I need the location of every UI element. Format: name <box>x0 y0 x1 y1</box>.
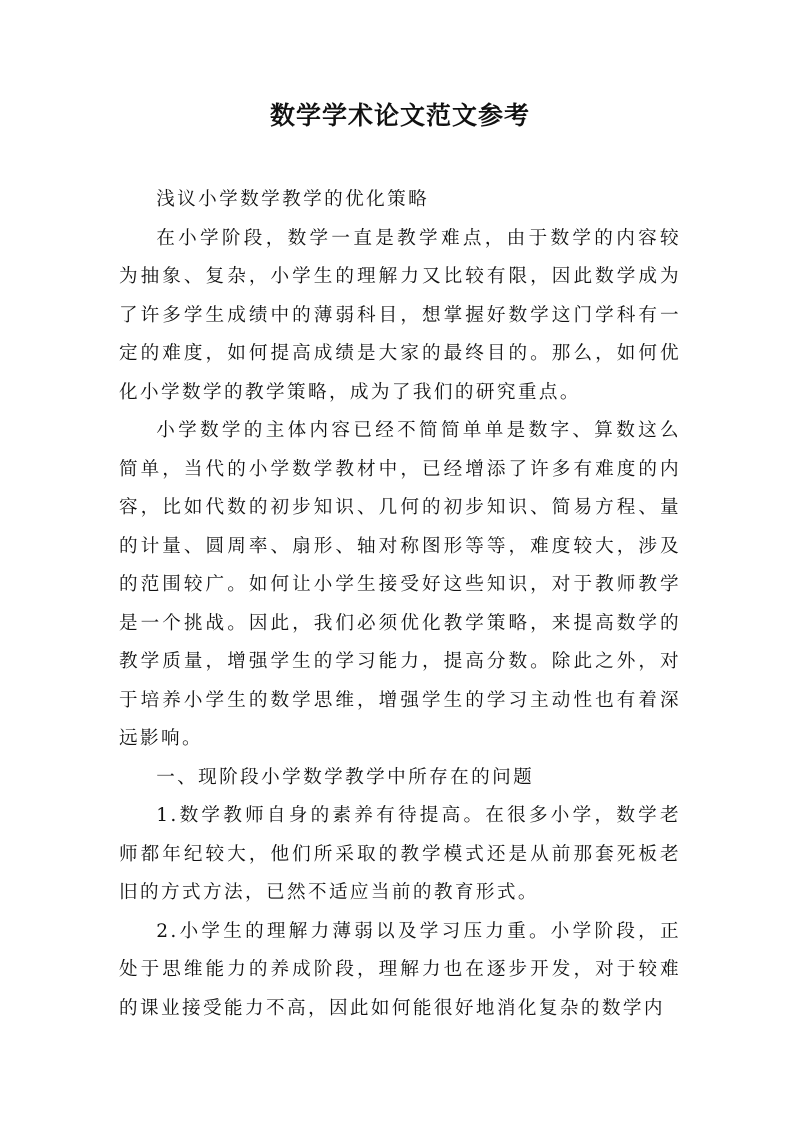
section-heading: 一、现阶段小学数学教学中所存在的问题 <box>156 766 535 788</box>
list-item: 1.数学教师自身的素养有待提高。在很多小学，数学老师都年纪较大，他们所采取的教学模式还是从前那套死板老旧的方式方法，已然不适应当前的教育形式。 <box>119 805 681 903</box>
article-subtitle: 浅议小学数学教学的优化策略 <box>156 189 430 210</box>
paragraph: 在小学阶段，数学一直是教学难点，由于数学的内容较为抽象、复杂，小学生的理解力又比较有限，因此数学成为了许多学生成绩中的薄弱科目，想掌握好数学这门学科有一定的难度，如何提高成绩是大家的最终目的。那么，如何优化小学数学的教学策略，成为了我们的研究重点。 <box>119 227 681 403</box>
paragraph: 小学数学的主体内容已经不简简单单是数字、算数这么简单，当代的小学数学教材中，已经增添了许多有难度的内容，比如代数的初步知识、几何的初步知识、简易方程、量的计量、圆周率、扇形、轴对称图形等等，难度较大，涉及的范围较广。如何让小学生接受好这些知识，对于教师教学是一个挑战。因此，我们必须优化教学策略，来提高数学的教学质量，增强学生的学习能力，提高分数。除此之外，对于培养小学生的数学思维，增强学生的学习主动性也有着深远影响。 <box>119 420 681 749</box>
document-title: 数学学术论文范文参考 <box>269 101 530 130</box>
document-body <box>119 181 681 1028</box>
list-item: 2.小学生的理解力薄弱以及学习压力重。小学阶段，正处于思维能力的养成阶段，理解力也在逐步开发，对于较难的课业接受能力不高，因此如何能很好地消化复杂的数学内 <box>119 920 681 1019</box>
